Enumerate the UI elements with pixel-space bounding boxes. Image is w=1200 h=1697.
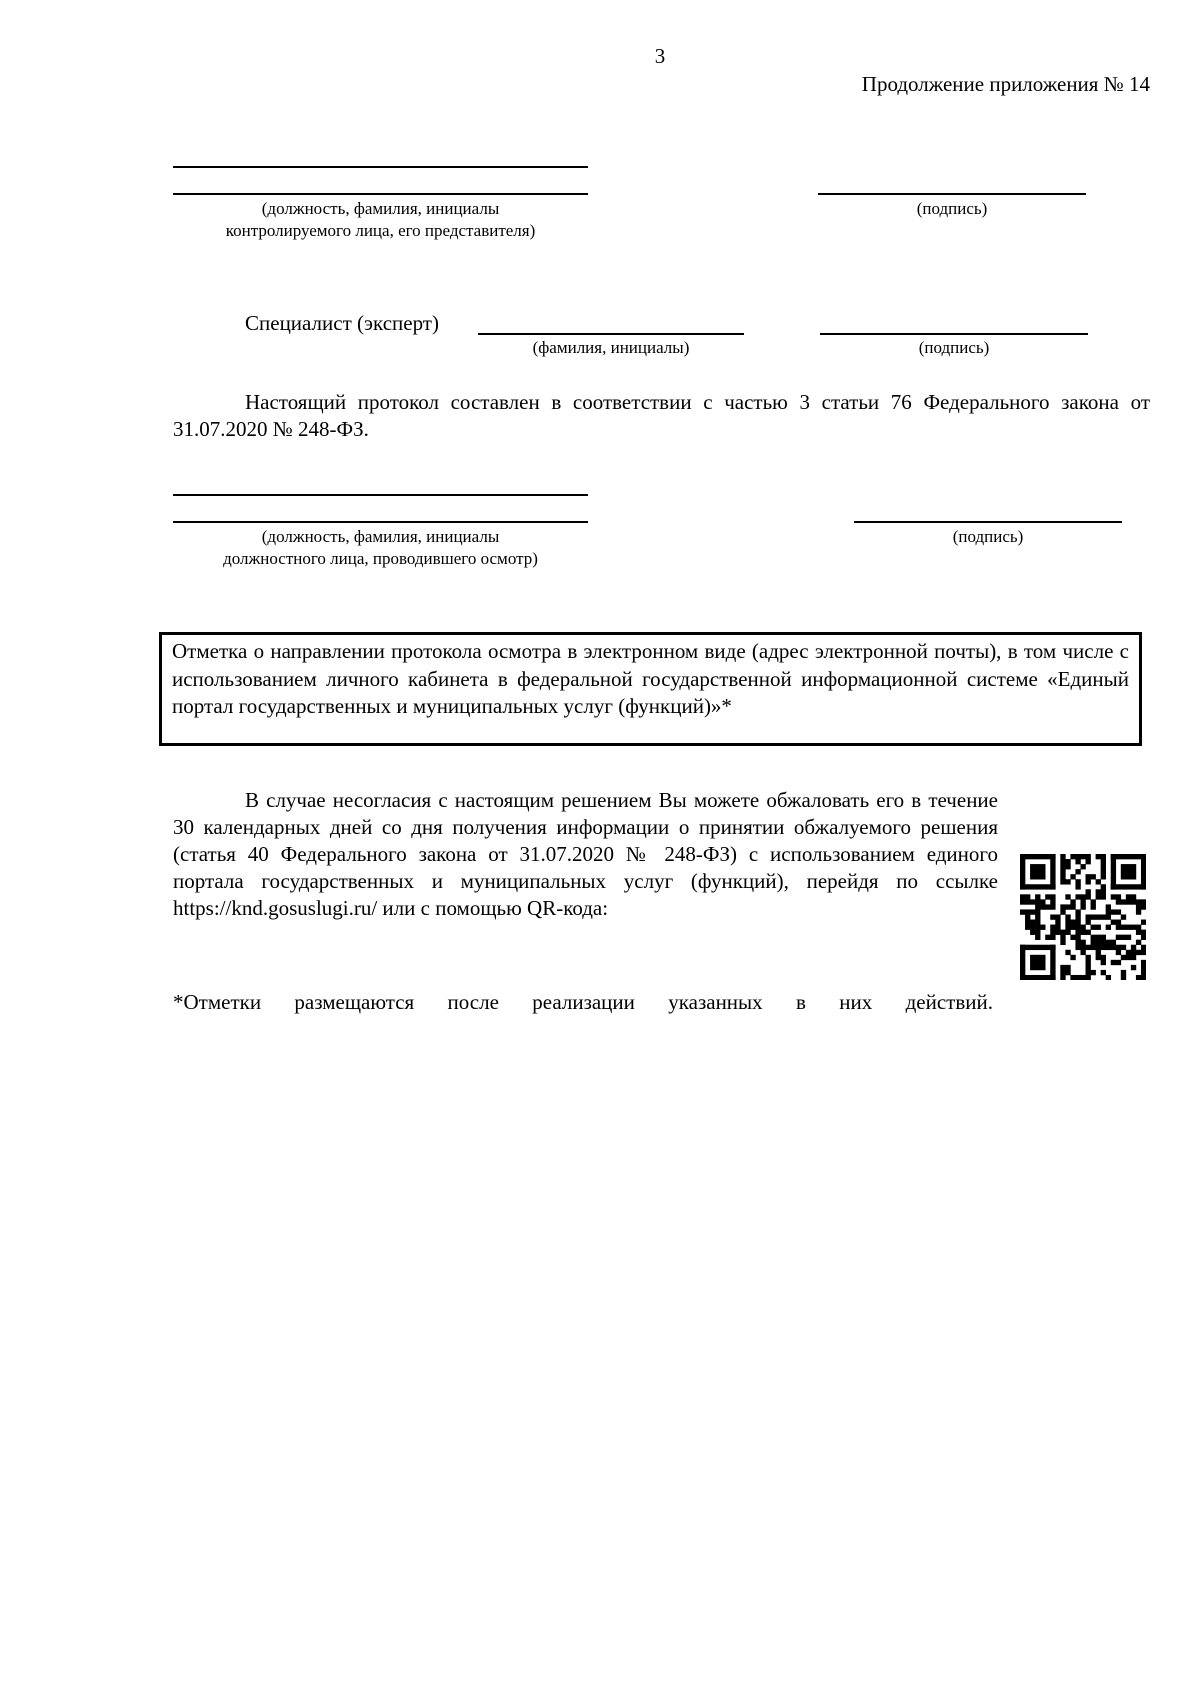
appeal-paragraph: В случае несогласия с настоящим решением Вы можете обжаловать его в течение 30 календарных дней со дня получения информации о принятии обжалуемого решения (статья 40 Федерального закона от 31.07.2020 № 248-ФЗ) с использованием единого портала государственных и муниципальных услуг (функций), перейдя по ссылке https://knd.gosuslugi.ru/ или с помощью QR-кода: (173, 788, 998, 920)
signature-line-1 (818, 193, 1086, 195)
position-caption-1-line2: контролируемого лица, его представителя) (225, 221, 536, 240)
position-caption-2 (173, 526, 588, 570)
signature-line-2 (854, 521, 1122, 523)
footnote: *Отметки размещаются после реализации указанных в них действий. (173, 990, 993, 1014)
specialist-name-caption: (фамилия, инициалы) (532, 338, 690, 357)
specialist-signature-caption: (подпись) (918, 338, 990, 357)
position-caption-2-line1: (должность, фамилия, инициалы (261, 527, 500, 546)
specialist-signature-line (820, 333, 1088, 335)
appeal-text (173, 787, 1150, 926)
signature-caption-1: (подпись) (916, 199, 988, 218)
position-line-2b (173, 521, 588, 523)
page-number: 3 (654, 44, 666, 68)
signature-caption-2: (подпись) (952, 527, 1024, 546)
notice-text: Отметка о направлении протокола осмотра в электронном виде (адрес электронной почты), в том числе с использованием личного кабинета в федеральной государственной информационной системе «Единый портал государственных и муниципальных услуг (функций)»* (172, 639, 1129, 718)
position-caption-2-line2: должностного лица, проводившего осмотр) (223, 549, 538, 568)
position-line-1a (173, 166, 588, 168)
position-line-1b (173, 193, 588, 195)
specialist-name-line (478, 333, 744, 335)
notice-box (159, 632, 1142, 746)
position-caption-1 (173, 198, 588, 242)
qr-code-icon (1020, 854, 1146, 980)
protocol-statement: Настоящий протокол составлен в соответствии с частью 3 статьи 76 Федерального закона от 31.07.2020 № 248-ФЗ. (173, 390, 1150, 441)
continuation-note: Продолжение приложения № 14 (861, 72, 1150, 96)
position-caption-1-line1: (должность, фамилия, инициалы (261, 199, 500, 218)
specialist-label: Специалист (эксперт) (245, 311, 439, 335)
position-line-2a (173, 494, 588, 496)
